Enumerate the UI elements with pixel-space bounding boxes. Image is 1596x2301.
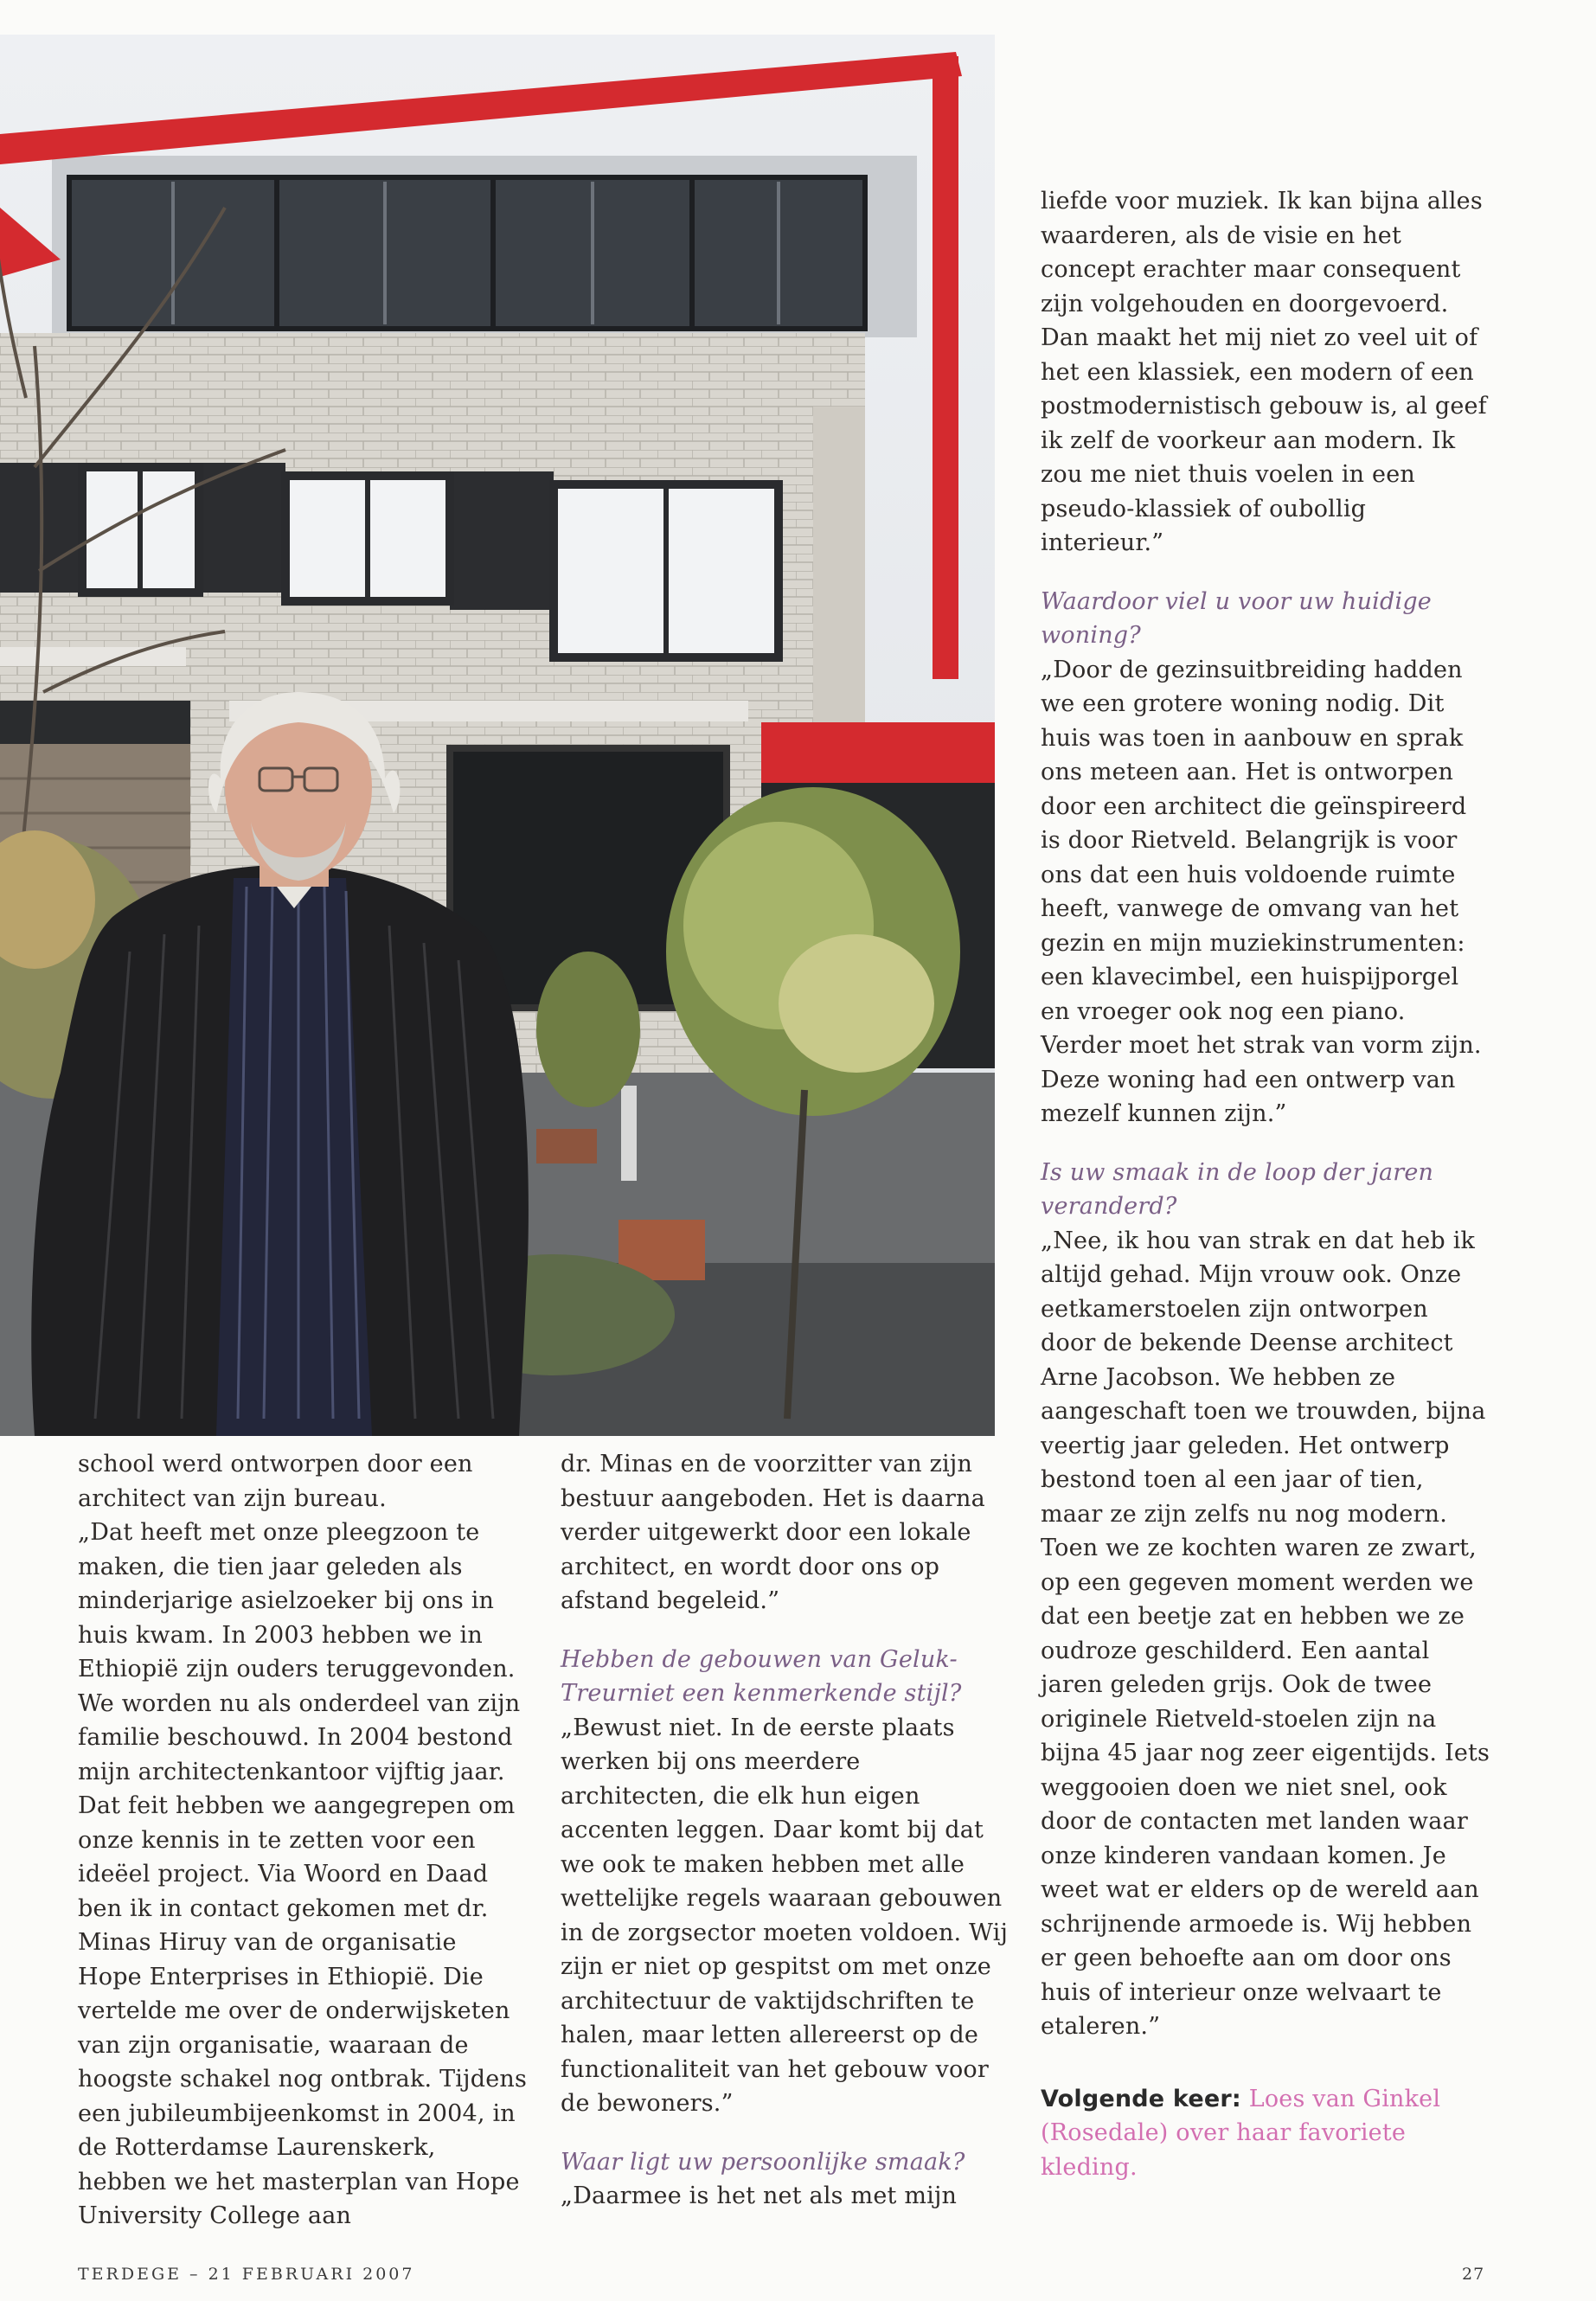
article-column-right (1041, 184, 1490, 2184)
house-photo-illustration (0, 35, 995, 1436)
interview-answer: „Nee, ik hou van strak en dat heb ik altijd gehad. Mijn vrouw ook. Onze eetkamerstoelen zijn ontworpen door de bekende Deense architect Arne Jacobson. We hebben ze aangeschaft toen we trouwden, bijna veertig jaar geleden. Het ontwerp bestond toen al een jaar of tien, maar ze zijn zelfs nu nog modern. Toen we ze kochten waren ze zwart, op een gegeven moment werden we dat een beetje zat en hebben we ze oudroze geschilderd. Een aantal jaren geleden grijs. Ook de twee originele Rietveld-stoelen zijn na bijna 45 jaar nog zeer eigentijds. Iets weggooien doen we niet snel, ook door de contacten met landen waar onze kinderen vandaan komen. Je weet wat er elders op de wereld aan schrijnende armoede is. Wij hebben er geen behoefte aan om door ons huis of interieur onze welvaart te etaleren.” (1041, 1227, 1490, 2040)
house-photo (0, 35, 995, 1436)
next-issue-label: Volgende keer: (1041, 2085, 1241, 2112)
footer-publication: TERDEGE – 21 FEBRUARI 2007 (78, 2265, 415, 2284)
interview-question: Waardoor viel u voor uw huidige woning? (1041, 587, 1432, 649)
paragraph: „Dat heeft met onze pleegzoon te maken, die tien jaar geleden als minderjarige asielzoeker bij ons in huis kwam. In 2003 hebben we in Ethiopië zijn ouders teruggevonden. We worden nu als onderdeel van zijn familie beschouwd. In 2004 bestond mijn architectenkantoor vijftig jaar. Dat feit hebben we aangegrepen om onze kennis in te zetten voor een ideëel project. Via Woord en Daad ben ik in contact gekomen met dr. Minas Hiruy van de organisatie Hope Enterprises in Ethiopië. Die vertelde me over de onderwijsketen van zijn organisatie, waaraan de hoogste schakel nog ontbrak. Tijdens een jubileumbijeenkomst in 2004, in de Rotterdamse Laurenskerk, hebben we het masterplan van Hope University College aan (78, 1519, 528, 2229)
interview-answer: „Bewust niet. In de eerste plaats werken bij ons meerdere architecten, die elk hun eigen accenten leggen. Daar komt bij dat we ook te maken hebben met alle wettelijke regels waaraan gebouwen in de zorgsector moeten voldoen. Wij zijn er niet op gespitst om met onze architectuur de vaktijdschriften te halen, maar letten allereerst op de functionaliteit van het gebouw voor de bewoners.” (561, 1714, 1009, 2117)
next-issue-teaser (1041, 2082, 1490, 2185)
paragraph: dr. Minas en de voorzitter van zijn bestuur aangeboden. Het is daarna verder uitgewerkt door een lokale architect, en wordt door ons op afstand begeleid.” (561, 1451, 985, 1614)
page-number: 27 (1462, 2265, 1485, 2284)
interview-question: Is uw smaak in de loop der jaren veranderd? (1041, 1158, 1434, 1220)
next-issue-text: Loes van Ginkel (Rosedale) over haar favoriete kleding. (1041, 2085, 1441, 2181)
article-column-middle (561, 1447, 1010, 2214)
interview-question: Waar ligt uw persoonlijke smaak? (561, 2148, 965, 2176)
interview-question: Hebben de gebouwen van Geluk-Treurniet een kenmerkende stijl? (561, 1645, 962, 1707)
article-column-left (78, 1447, 528, 2234)
paragraph: school werd ontworpen door een architect van zijn bureau. (78, 1451, 473, 1512)
paragraph: liefde voor muziek. Ik kan bijna alles waarderen, als de visie en het concept erachter maar consequent zijn volgehouden en doorgevoerd. Dan maakt het mij niet zo veel uit of het een klassiek, een modern of een postmodernistisch gebouw is, al geef ik zelf de voorkeur aan modern. Ik zou me niet thuis voelen in een pseudo-klassiek of oubollig interieur.” (1041, 188, 1487, 556)
interview-answer: „Daarmee is het net als met mijn (561, 2182, 958, 2209)
interview-answer: „Door de gezinsuitbreiding hadden we een grotere woning nodig. Dit huis was toen in aanbouw en sprak ons meteen aan. Het is ontworpen door een architect die geïnspireerd is door Rietveld. Belangrijk is voor ons dat een huis voldoende ruimte heeft, vanwege de omvang van het gezin en mijn muziekinstrumenten: een klavecimbel, een huispijporgel en vroeger ook nog een piano. Verder moet het strak van vorm zijn. Deze woning had een ontwerp van mezelf kunnen zijn.” (1041, 656, 1482, 1127)
